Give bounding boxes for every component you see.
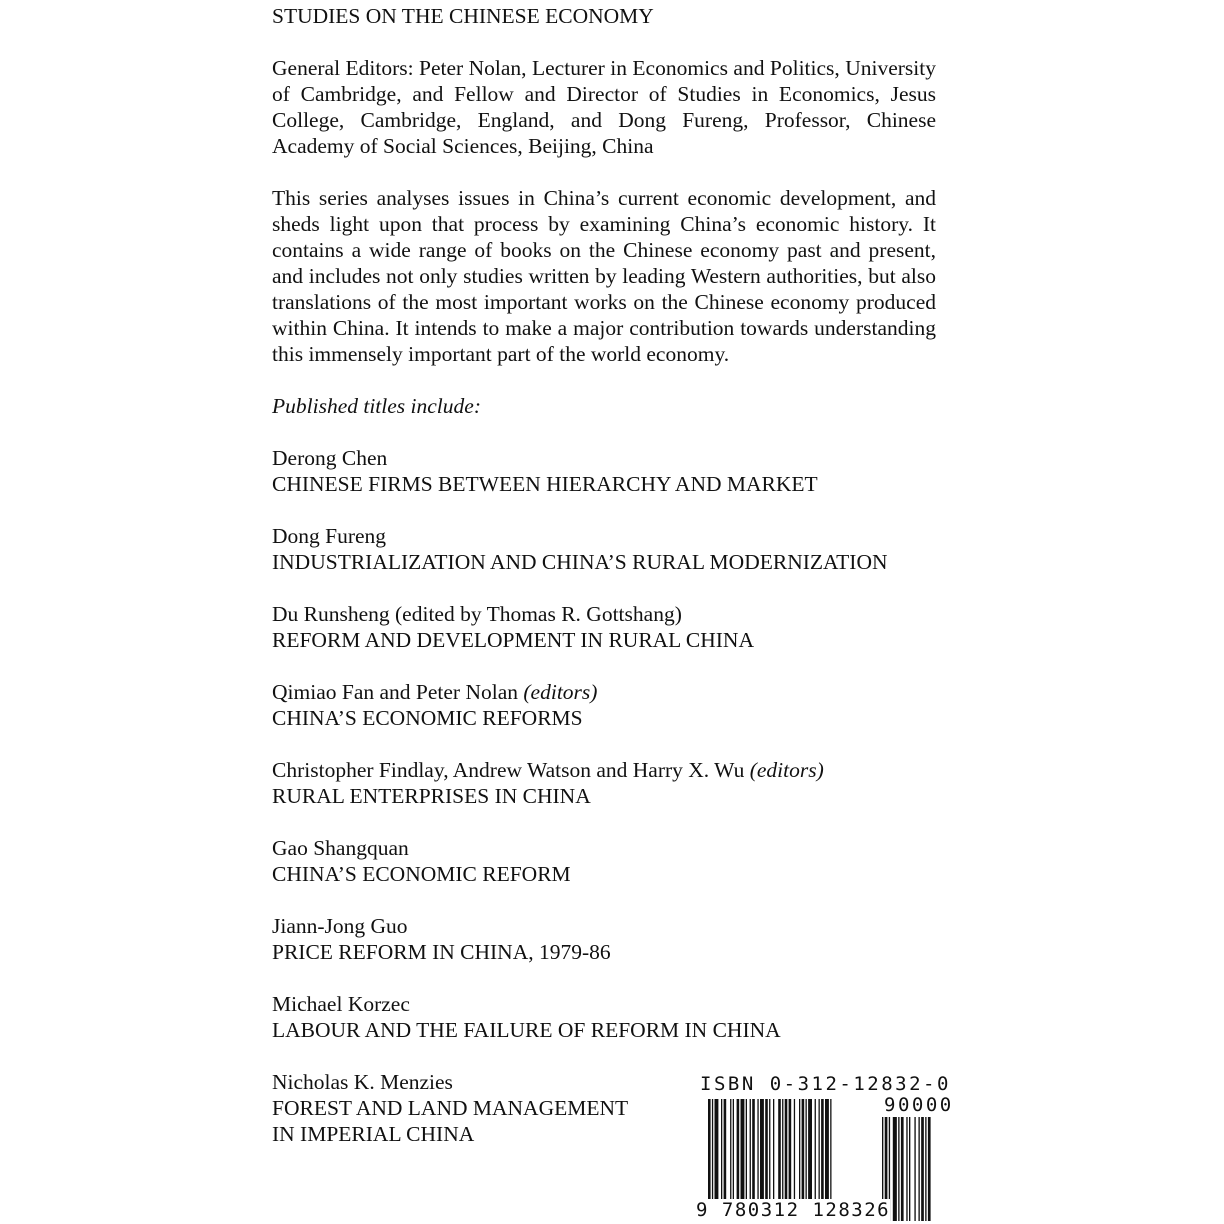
barcode-bar — [825, 1099, 829, 1199]
series-page — [272, 0, 936, 1147]
barcode-bar — [799, 1099, 800, 1199]
barcode-bar — [750, 1099, 751, 1199]
book-title: RURAL ENTERPRISES IN CHINA — [272, 784, 591, 808]
barcode-bar — [733, 1099, 734, 1199]
barcode-bar — [765, 1099, 768, 1199]
barcode-bar — [925, 1117, 926, 1221]
barcode-bar — [906, 1117, 907, 1221]
book-author: Gao Shangquan — [272, 836, 409, 860]
book-author: Qimiao Fan and Peter Nolan — [272, 680, 524, 704]
barcode-bar — [802, 1099, 805, 1199]
barcode-bar — [815, 1099, 816, 1199]
barcode-addon-digits: 90000 — [884, 1094, 954, 1116]
isbn-barcode — [696, 1073, 964, 1224]
book-entry — [272, 523, 936, 575]
book-entry — [272, 601, 936, 653]
book-author: Derong Chen — [272, 446, 388, 470]
book-author: Christopher Findlay, Andrew Watson and Harry X. Wu — [272, 758, 750, 782]
barcode-bar — [921, 1117, 924, 1221]
book-author: Dong Fureng — [272, 524, 387, 548]
barcode-bar — [918, 1117, 919, 1221]
barcode-bar — [721, 1099, 722, 1199]
barcode-ean-digits: 9 780312 128326 — [696, 1199, 891, 1221]
book-entry — [272, 757, 936, 809]
series-description: This series analyses issues in China’s current economic development, and sheds light upon that process by examining China’s economic history. It contains a wide range of books on the Chinese economy past and present, and includes not only studies written by leading Western authorities, but also translations of the most important works on the Chinese economy produced within China. It intends to make a major contribution towards understanding this immensely important part of the world economy. — [272, 186, 936, 366]
barcode-bar — [778, 1099, 781, 1199]
book-author: Du Runsheng (edited by Thomas R. Gottshang) — [272, 602, 682, 626]
book-entry — [272, 913, 936, 965]
book-title-line2: IN IMPERIAL CHINA — [272, 1122, 475, 1146]
barcode-bar — [794, 1099, 795, 1199]
barcode-bar — [909, 1117, 910, 1221]
barcode-bar — [789, 1099, 792, 1199]
barcode-bar — [737, 1099, 740, 1199]
barcode-bar — [752, 1099, 755, 1199]
barcode-bar — [741, 1099, 745, 1199]
barcode-bar — [806, 1099, 807, 1199]
book-title: CHINA’S ECONOMIC REFORM — [272, 862, 571, 886]
barcode-bar — [901, 1117, 904, 1221]
book-editors-note: (editors) — [523, 680, 598, 704]
published-titles-label: Published titles include: — [272, 394, 481, 418]
book-editors-note: (editors) — [749, 758, 824, 782]
book-title: CHINESE FIRMS BETWEEN HIERARCHY AND MARKET — [272, 472, 818, 496]
book-title: REFORM AND DEVELOPMENT IN RURAL CHINA — [272, 628, 754, 652]
book-title: CHINA’S ECONOMIC REFORMS — [272, 706, 583, 730]
book-title: PRICE REFORM IN CHINA, 1979-86 — [272, 940, 611, 964]
barcode-bar — [821, 1099, 824, 1199]
series-title: STUDIES ON THE CHINESE ECONOMY — [272, 4, 654, 28]
barcode-bar — [819, 1099, 820, 1199]
barcode-bar — [757, 1099, 758, 1199]
barcode-bar — [898, 1117, 899, 1221]
barcode-bar — [730, 1099, 731, 1199]
book-author: Jiann-Jong Guo — [272, 914, 408, 938]
barcode-bar — [724, 1099, 727, 1199]
general-editors: General Editors: Peter Nolan, Lecturer in Economics and Politics, University of Cambridge, and Fellow and Director of Studies in Economics, Jesus College, Cambridge, England, and Dong Fureng, Professor, Chinese Academy of Social Sciences, Beijing, China — [272, 56, 936, 158]
isbn-number: ISBN 0-312-12832-0 — [700, 1073, 951, 1095]
barcode-bar — [893, 1117, 897, 1221]
barcode-bar — [715, 1099, 719, 1199]
book-author: Michael Korzec — [272, 992, 410, 1016]
barcode-bar — [928, 1117, 931, 1221]
barcode-bar — [746, 1099, 747, 1199]
barcode-bar — [782, 1099, 783, 1199]
book-author: Nicholas K. Menzies — [272, 1070, 453, 1094]
book-entry — [272, 445, 936, 497]
book-title: FOREST AND LAND MANAGEMENT — [272, 1096, 629, 1120]
book-entry — [272, 679, 936, 731]
barcode-bar — [785, 1099, 788, 1199]
barcode-bar — [760, 1099, 764, 1199]
barcode-bar — [914, 1117, 915, 1221]
book-title: LABOUR AND THE FAILURE OF REFORM IN CHINA — [272, 1018, 781, 1042]
book-entry — [272, 835, 936, 887]
barcode-bar — [808, 1099, 812, 1199]
book-entry — [272, 991, 936, 1043]
book-title: INDUSTRIALIZATION AND CHINA’S RURAL MODERNIZATION — [272, 550, 888, 574]
